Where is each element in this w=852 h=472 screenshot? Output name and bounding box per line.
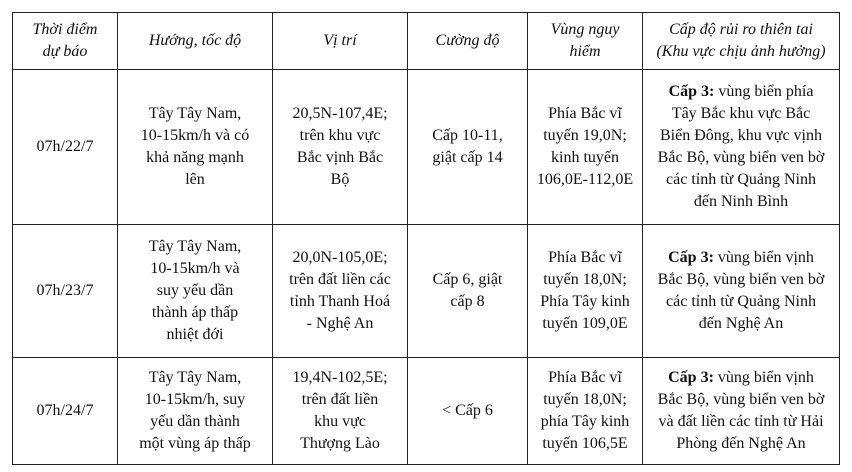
table-row xyxy=(13,358,840,465)
cell-direction: Tây Tây Nam, 10-15km/h và suy yếu dần thành áp thấp nhiệt đới xyxy=(118,225,273,358)
header-risk-level: Cấp độ rủi ro thiên tai (Khu vực chịu ảnh hưởng) xyxy=(643,13,840,70)
risk-area-text: vùng biển vịnh Bắc Bộ, vùng biển ven bờ các tỉnh từ Quảng Ninh đến Nghệ An xyxy=(657,249,825,332)
table-row xyxy=(13,70,840,225)
cell-risk xyxy=(643,70,840,225)
risk-level-label: Cấp 3: xyxy=(668,249,714,266)
header-danger-zone: Vùng nguy hiểm xyxy=(528,13,643,70)
cell-direction: Tây Tây Nam, 10-15km/h và có khả năng mạnh lên xyxy=(118,70,273,225)
cell-time: 07h/23/7 xyxy=(13,225,118,358)
cell-intensity: Cấp 6, giật cấp 8 xyxy=(408,225,528,358)
cell-intensity: < Cấp 6 xyxy=(408,358,528,465)
cell-direction: Tây Tây Nam, 10-15km/h, suy yếu dần thành một vùng áp thấp xyxy=(118,358,273,465)
cell-position: 20,5N-107,4E; trên khu vực Bắc vịnh Bắc Bộ xyxy=(273,70,408,225)
risk-level-label: Cấp 3: xyxy=(668,83,715,100)
cell-danger-zone: Phía Bắc vĩ tuyến 18,0N; Phía Tây kinh tuyến 109,0E xyxy=(528,225,643,358)
cell-danger-zone: Phía Bắc vĩ tuyến 18,0N; phía Tây kinh tuyến 106,5E xyxy=(528,358,643,465)
risk-level-label: Cấp 3: xyxy=(668,369,714,386)
cell-risk xyxy=(643,225,840,358)
header-direction-speed: Hướng, tốc độ xyxy=(118,13,273,70)
cell-position: 19,4N-102,5E; trên đất liền khu vực Thượng Lào xyxy=(273,358,408,465)
risk-area-text: vùng biển phía Tây Bắc khu vực Bắc Biển Đông, khu vực vịnh Bắc Bộ, vùng biển ven bờ các tỉnh từ Quảng Ninh đến Ninh Bình xyxy=(657,83,825,210)
table-row xyxy=(13,225,840,358)
cell-position: 20,0N-105,0E; trên đất liền các tỉnh Thanh Hoá - Nghệ An xyxy=(273,225,408,358)
table-header-row xyxy=(13,13,840,70)
cell-danger-zone: Phía Bắc vĩ tuyến 19,0N; kinh tuyến 106,0E-112,0E xyxy=(528,70,643,225)
header-position: Vị trí xyxy=(273,13,408,70)
header-intensity: Cường độ xyxy=(408,13,528,70)
cell-time: 07h/22/7 xyxy=(13,70,118,225)
cell-intensity: Cấp 10-11, giật cấp 14 xyxy=(408,70,528,225)
storm-forecast-table xyxy=(12,12,840,465)
risk-area-text: vùng biển vịnh Bắc Bộ, vùng biển ven bờ và đất liền các tỉnh từ Hải Phòng đến Nghệ An xyxy=(657,369,825,452)
cell-time: 07h/24/7 xyxy=(13,358,118,465)
cell-risk xyxy=(643,358,840,465)
header-forecast-time: Thời điểm dự báo xyxy=(13,13,118,70)
